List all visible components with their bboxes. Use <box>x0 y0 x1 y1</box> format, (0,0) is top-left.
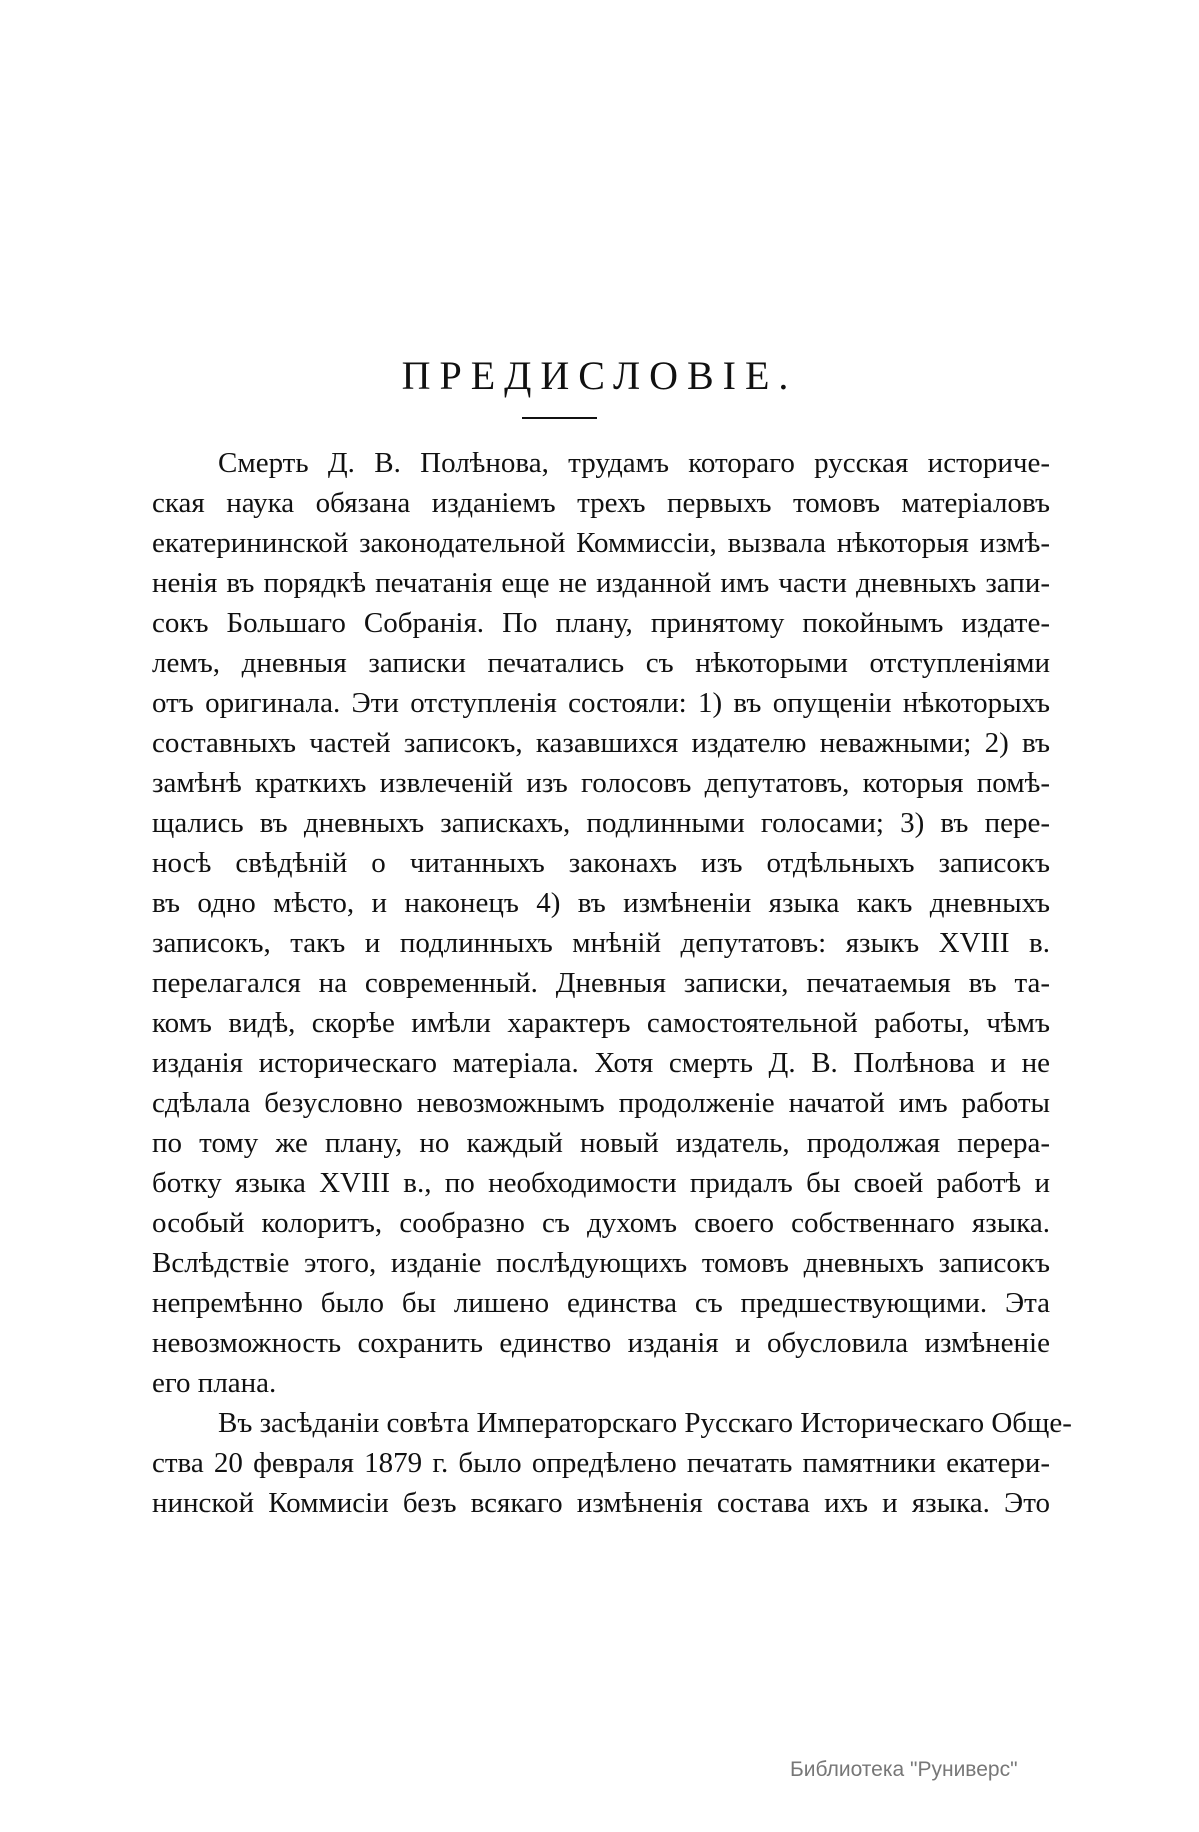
text-line: комъ видѣ, скорѣе имѣли характеръ самостоятельной работы, чѣмъ <box>152 1007 1050 1039</box>
text-line: его плана. <box>152 1367 277 1399</box>
text-line: екатерининской законодательной Коммиссіи, вызвала нѣкоторыя измѣ- <box>152 527 1050 559</box>
text-line: ненія въ порядкѣ печатанія еще не изданной имъ части дневныхъ запи- <box>152 567 1050 599</box>
text-line: замѣнѣ краткихъ извлеченій изъ голосовъ депутатовъ, которыя помѣ- <box>152 767 1050 799</box>
text-line: отъ оригинала. Эти отступленія состояли: 1) въ опущеніи нѣкоторыхъ <box>152 687 1050 719</box>
text-line: ства 20 февраля 1879 г. было опредѣлено печатать памятники екатери- <box>152 1447 1050 1479</box>
body-text <box>152 443 1072 1523</box>
text-line: лемъ, дневныя записки печатались съ нѣкоторыми отступленіями <box>152 647 1050 679</box>
text-line: по тому же плану, но каждый новый издатель, продолжая перера- <box>152 1127 1050 1159</box>
library-watermark: Библиотека "Руниверс" <box>790 1758 1018 1781</box>
text-line: сдѣлала безусловно невозможнымъ продолженіе начатой имъ работы <box>152 1087 1050 1119</box>
text-line: перелагался на современный. Дневныя записки, печатаемыя въ та- <box>152 967 1050 999</box>
text-line: непремѣнно было бы лишено единства съ предшествующими. Эта <box>152 1287 1050 1319</box>
text-line: записокъ, такъ и подлинныхъ мнѣній депутатовъ: языкъ XVIII в. <box>152 927 1050 959</box>
text-line: ская наука обязана изданіемъ трехъ первыхъ томовъ матеріаловъ <box>152 487 1050 519</box>
text-line: Смерть Д. В. Полѣнова, трудамъ котораго русская историче- <box>218 447 1050 479</box>
title-divider <box>522 417 597 419</box>
text-line: носѣ свѣдѣній о читанныхъ законахъ изъ отдѣльныхъ записокъ <box>152 847 1050 879</box>
text-line: изданія историческаго матеріала. Хотя смерть Д. В. Полѣнова и не <box>152 1047 1050 1079</box>
text-line: составныхъ частей записокъ, казавшихся издателю неважными; 2) въ <box>152 727 1050 759</box>
text-line: невозможность сохранить единство изданія и обусловила измѣненіе <box>152 1327 1050 1359</box>
text-line: сокъ Большаго Собранія. По плану, принятому покойнымъ издате- <box>152 607 1050 639</box>
text-line: щались въ дневныхъ запискахъ, подлинными голосами; 3) въ пере- <box>152 807 1050 839</box>
text-line: Въ засѣданіи совѣта Императорскаго Русскаго Историческаго Обще- <box>218 1407 1072 1439</box>
text-line: ботку языка XVIII в., по необходимости придалъ бы своей работѣ и <box>152 1167 1050 1199</box>
text-line: нинской Коммисіи безъ всякаго измѣненія состава ихъ и языка. Это <box>152 1487 1050 1519</box>
text-line: Вслѣдствіе этого, изданіе послѣдующихъ томовъ дневныхъ записокъ <box>152 1247 1050 1279</box>
text-line: особый колоритъ, сообразно съ духомъ своего собственнаго языка. <box>152 1207 1050 1239</box>
text-line: въ одно мѣсто, и наконецъ 4) въ измѣненіи языка какъ дневныхъ <box>152 887 1050 919</box>
page-title: ПРЕДИСЛОВІЕ. <box>401 353 798 398</box>
